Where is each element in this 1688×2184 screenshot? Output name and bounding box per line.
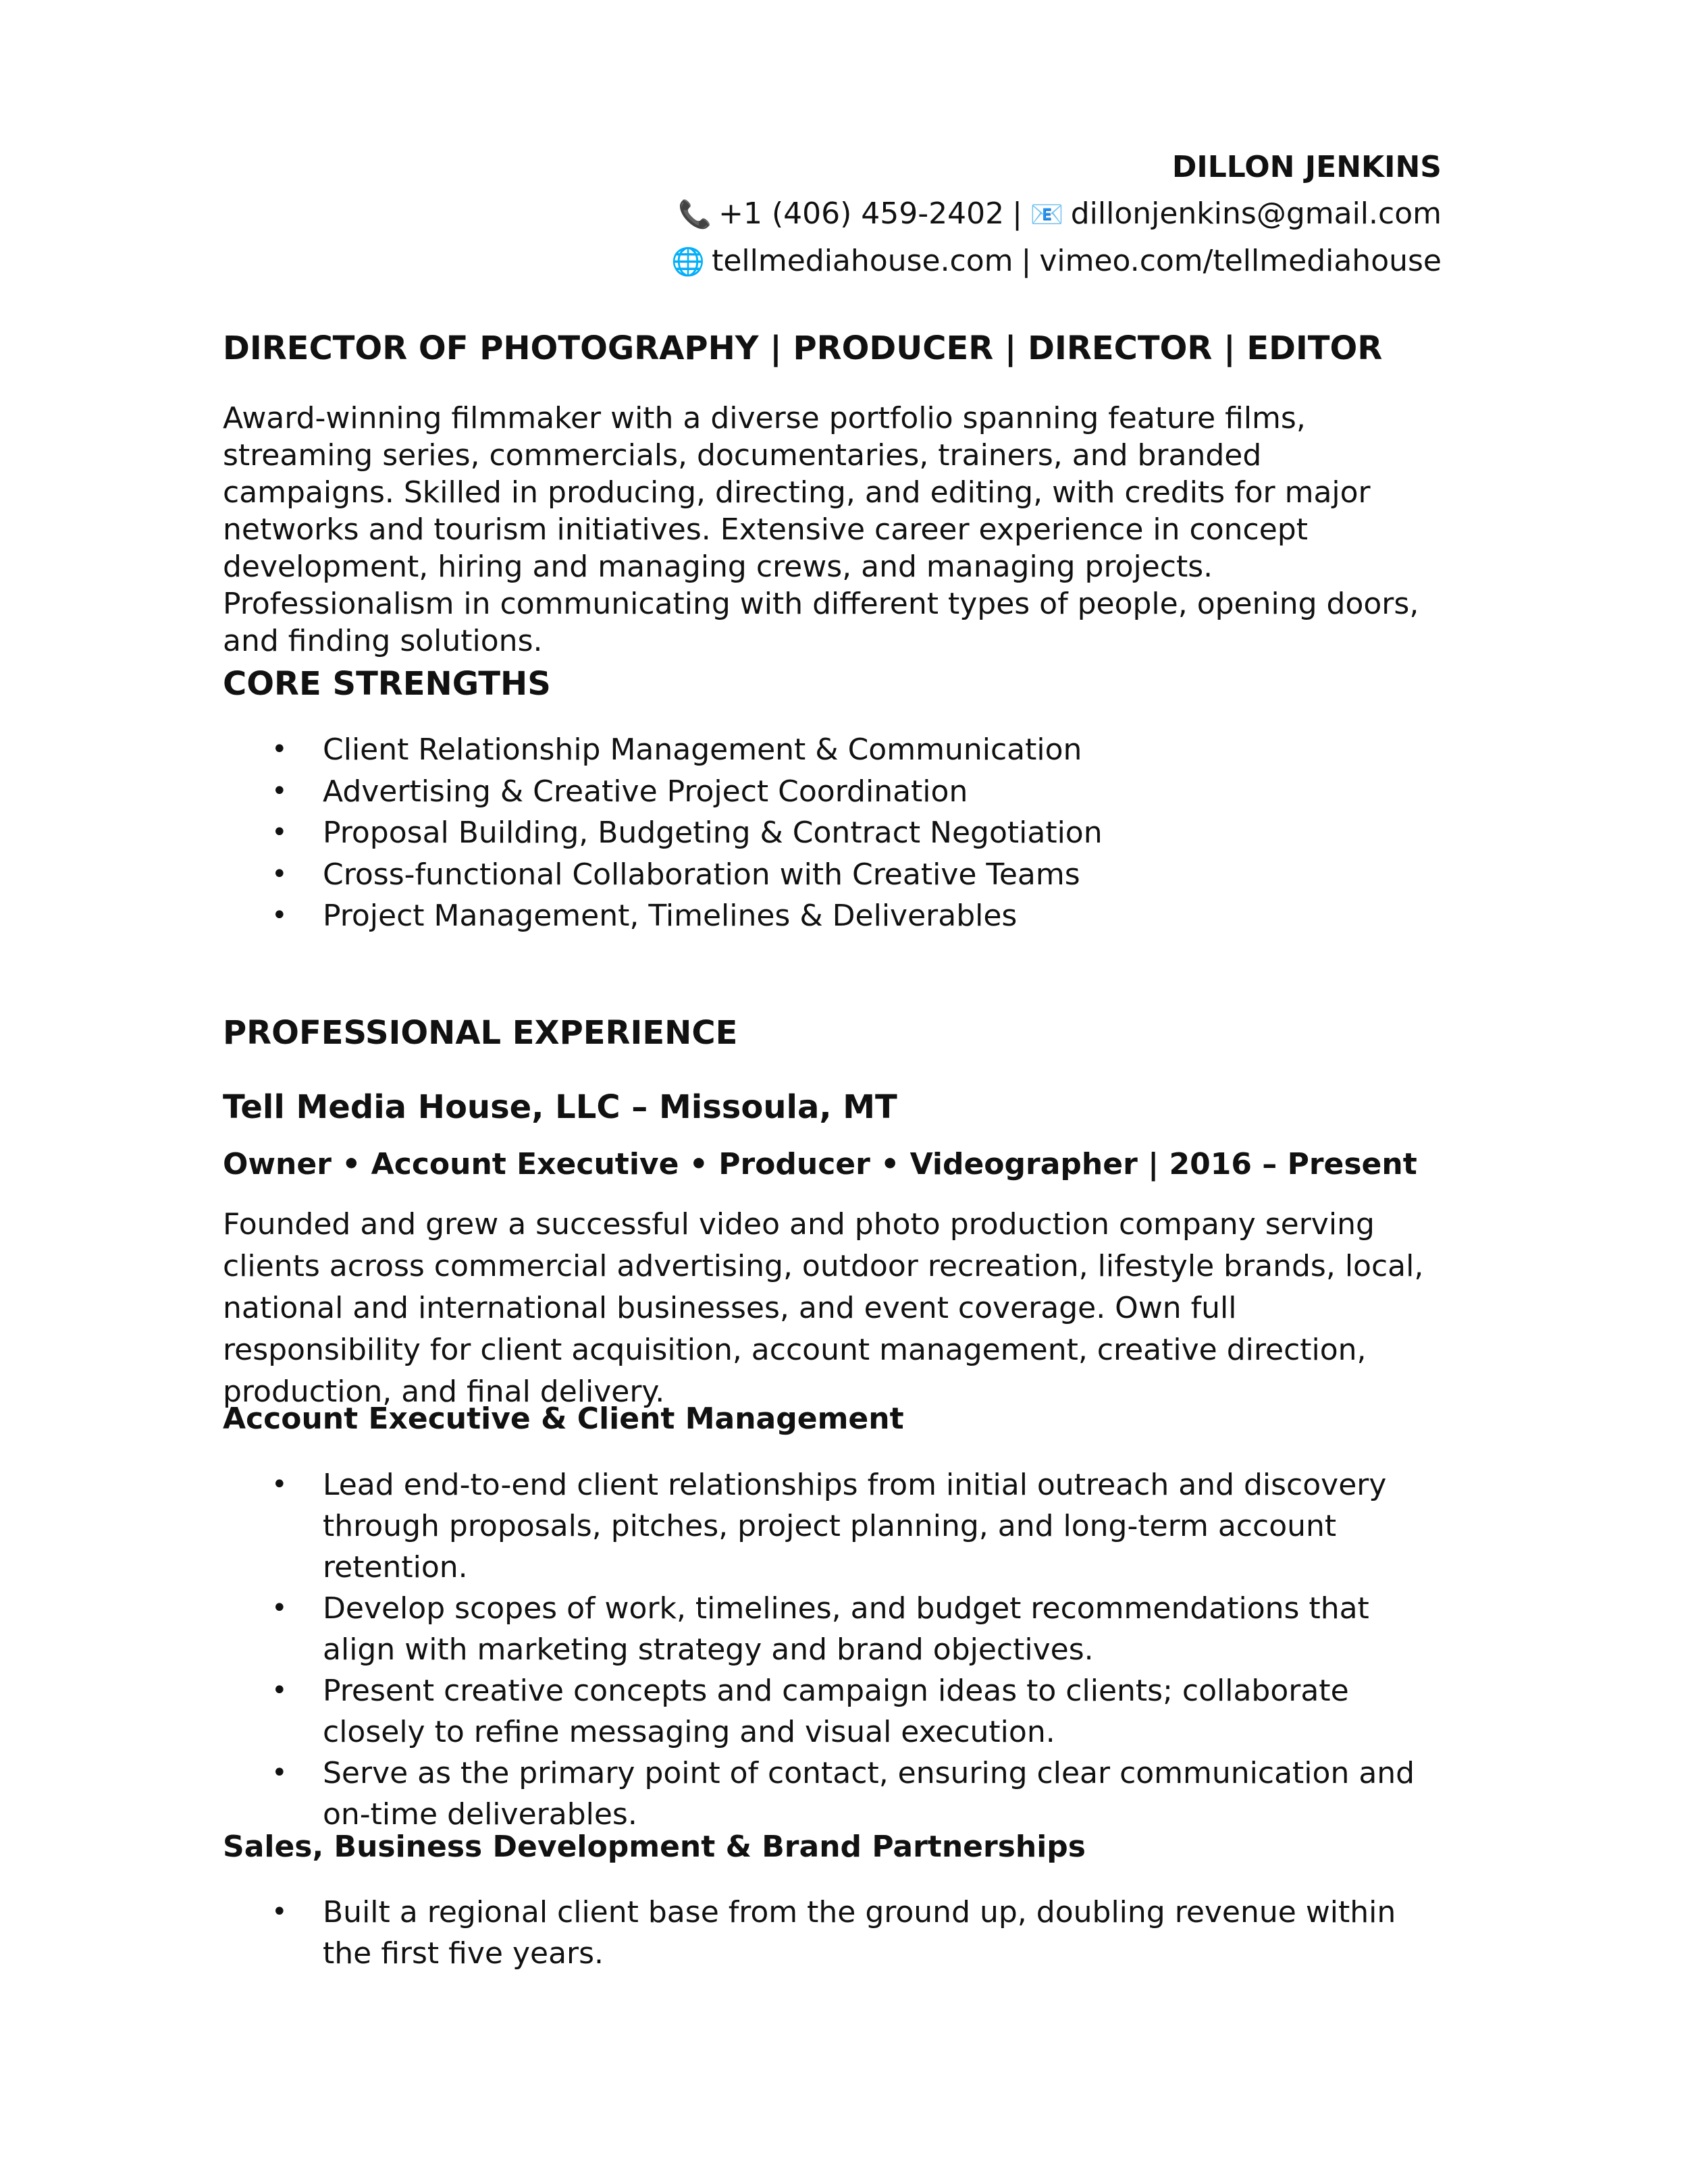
job-summary: Founded and grew a successful video and photo production company serving clients across commercial advertising, outdoor recreation, lifestyle brands, local, national and international businesses, and event coverage. Own full responsibility for client acquisition, account management, creative direction, production, and final delivery. bbox=[223, 1207, 1424, 1409]
contact-line-2 bbox=[223, 241, 1442, 282]
phone-icon: 📞 bbox=[678, 199, 712, 230]
list-item: • Client Relationship Management & Communication bbox=[223, 729, 1442, 771]
sales-list bbox=[223, 1892, 1442, 1974]
experience-heading: PROFESSIONAL EXPERIENCE bbox=[223, 1014, 738, 1052]
vimeo-link[interactable]: vimeo.com/tellmediahouse bbox=[1039, 244, 1442, 278]
professional-title: DIRECTOR OF PHOTOGRAPHY | PRODUCER | DIRECTOR | EDITOR bbox=[223, 329, 1383, 367]
email-link[interactable]: dillonjenkins@gmail.com bbox=[1070, 196, 1442, 231]
separator: | bbox=[1012, 196, 1022, 231]
list-item: • Develop scopes of work, timelines, and budget recommendations that align with marketing strategy and brand objectives. bbox=[223, 1588, 1442, 1670]
list-item: • Serve as the primary point of contact, ensuring clear communication and on-time deliverables. bbox=[223, 1753, 1442, 1835]
list-item: • Present creative concepts and campaign ideas to clients; collaborate closely to refine messaging and visual execution. bbox=[223, 1670, 1442, 1753]
list-item: • Proposal Building, Budgeting & Contract Negotiation bbox=[223, 812, 1442, 854]
email-icon: 📧 bbox=[1030, 199, 1064, 230]
list-item: • Advertising & Creative Project Coordination bbox=[223, 771, 1442, 813]
contact-line-1 bbox=[223, 194, 1442, 235]
list-item: • Lead end-to-end client relationships from initial outreach and discovery through proposals, pitches, project planning, and long-term account retention. bbox=[223, 1464, 1442, 1588]
website-link[interactable]: tellmediahouse.com bbox=[712, 244, 1013, 278]
core-strengths-list bbox=[223, 729, 1442, 937]
list-item: • Cross-functional Collaboration with Creative Teams bbox=[223, 854, 1442, 896]
section-heading-sales: Sales, Business Development & Brand Partnerships bbox=[223, 1830, 1086, 1864]
section-heading-account-executive: Account Executive & Client Management bbox=[223, 1402, 904, 1436]
profile-summary: Award-winning filmmaker with a diverse portfolio spanning feature films, streaming series, commercials, documentaries, trainers, and branded campaigns. Skilled in producing, directing, and editing, with credits for major networks and tourism initiatives. Extensive career experience in concept development, hiring and managing crews, and managing projects. Professionalism in communicating with different types of people, opening doors, and finding solutions. bbox=[223, 401, 1419, 658]
list-item: • Project Management, Timelines & Deliverables bbox=[223, 895, 1442, 937]
list-item: • Built a regional client base from the ground up, doubling revenue within the first five years. bbox=[223, 1892, 1442, 1974]
job-role: Owner • Account Executive • Producer • Videographer | 2016 – Present bbox=[223, 1147, 1417, 1181]
account-executive-list bbox=[223, 1464, 1442, 1835]
globe-icon: 🌐 bbox=[671, 246, 706, 277]
candidate-name: DILLON JENKINS bbox=[1171, 150, 1442, 184]
company-name: Tell Media House, LLC – Missoula, MT bbox=[223, 1088, 897, 1126]
separator: | bbox=[1021, 244, 1032, 278]
phone-number[interactable]: +1 (406) 459-2402 bbox=[718, 196, 1005, 231]
core-strengths-heading: CORE STRENGTHS bbox=[223, 665, 551, 703]
